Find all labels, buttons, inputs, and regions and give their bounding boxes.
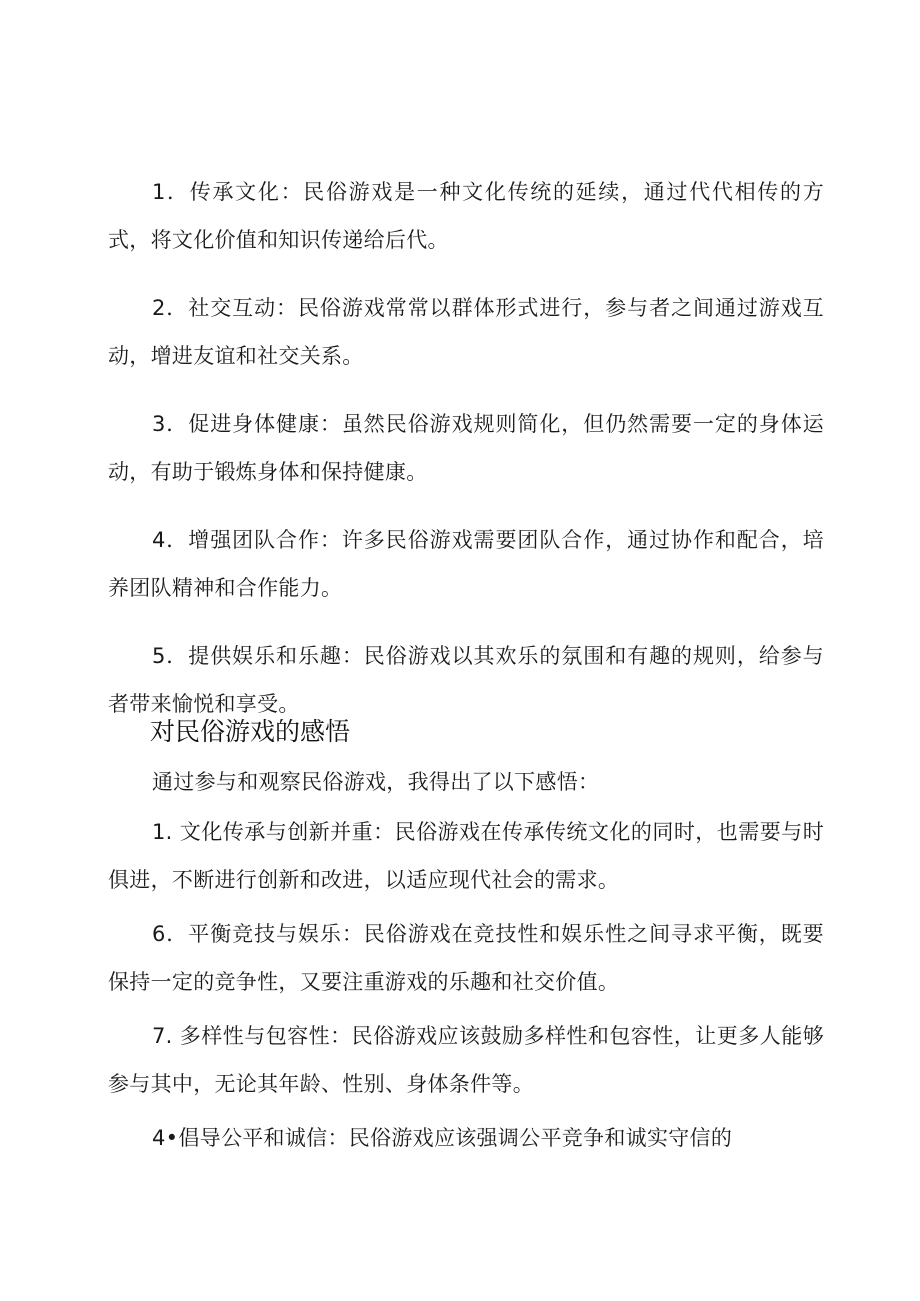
list-item: 1. 文化传承与创新并重：民俗游戏在传承传统文化的同时，也需要与时俱进，不断进行创新和改进，以适应现代社会的需求。 [108, 820, 824, 892]
list-item: 2．社交互动：民俗游戏常常以群体形式进行，参与者之间通过游戏互动，增进友谊和社交关系。 [108, 296, 824, 368]
list-item: 5．提供娱乐和乐趣：民俗游戏以其欢乐的氛围和有趣的规则，给参与者带来愉悦和享受。 [108, 644, 824, 716]
reflections-list [108, 758, 824, 1162]
list-item: 4•倡导公平和诚信：民俗游戏应该强调公平竞争和诚实守信的 [152, 1126, 733, 1150]
list-item: 6．平衡竞技与娱乐：民俗游戏在竞技性和娱乐性之间寻求平衡，既要保持一定的竞争性，又要注重游戏的乐趣和社交价值。 [108, 922, 824, 994]
list-item: 3．促进身体健康：虽然民俗游戏规则简化，但仍然需要一定的身体运动，有助于锻炼身体和保持健康。 [108, 412, 824, 484]
intro-paragraph: 通过参与和观察民俗游戏，我得出了以下感悟： [152, 770, 600, 794]
list-item: 7. 多样性与包容性：民俗游戏应该鼓励多样性和包容性，让更多人能够参与其中，无论其年龄、性别、身体条件等。 [108, 1024, 824, 1096]
list-item: 4．增强团队合作：许多民俗游戏需要团队合作，通过协作和配合，培养团队精神和合作能力。 [108, 528, 824, 600]
section-heading: 对民俗游戏的感悟 [150, 717, 351, 746]
list-item: 1．传承文化：民俗游戏是一种文化传统的延续，通过代代相传的方式，将文化价值和知识传递给后代。 [108, 180, 824, 252]
benefits-list [108, 168, 824, 728]
